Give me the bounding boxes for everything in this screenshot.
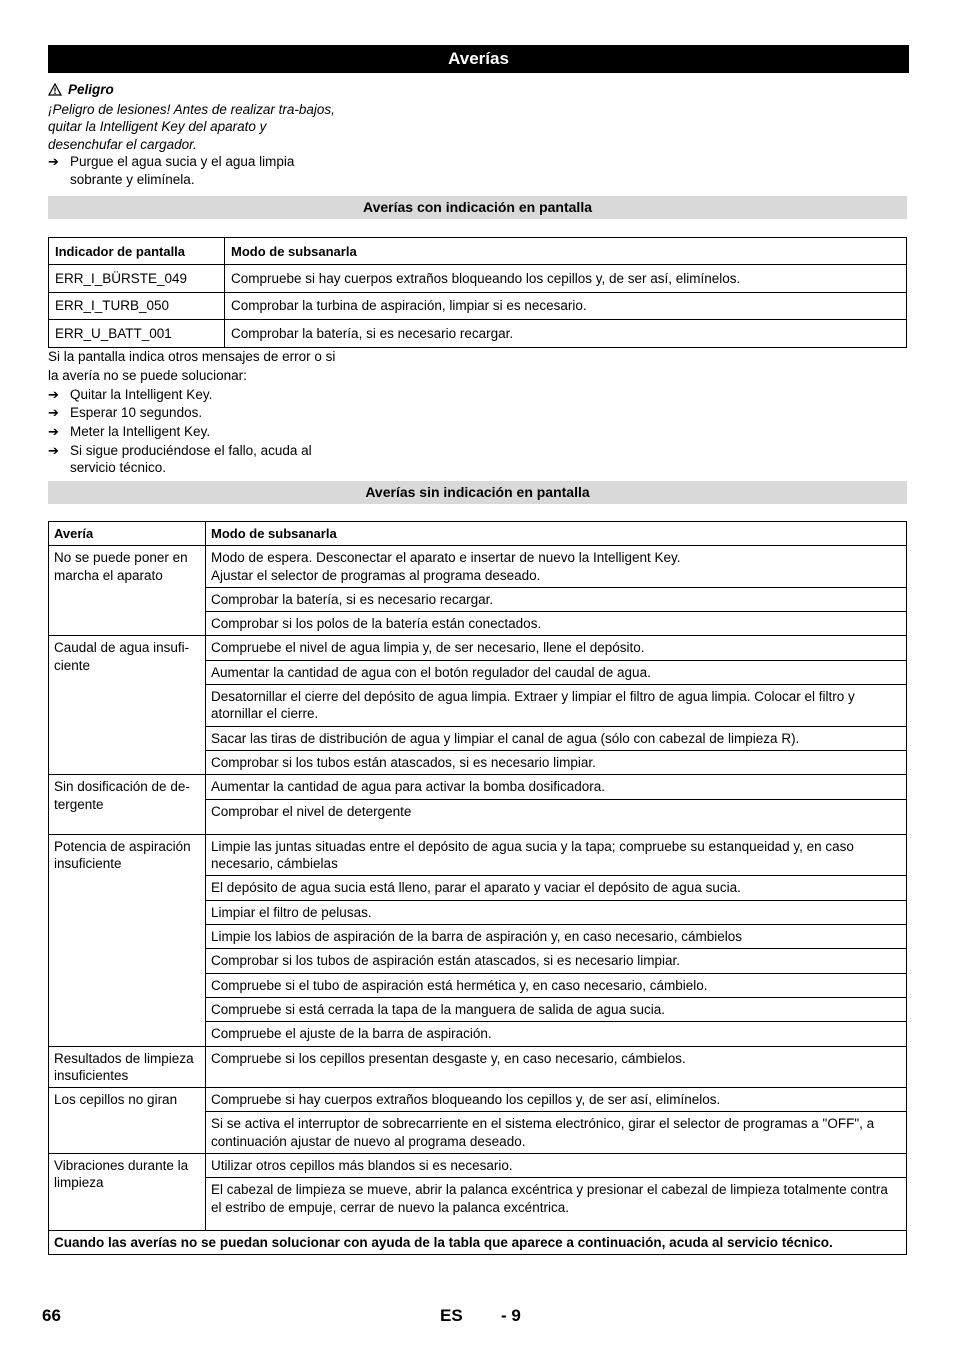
warning-heading [48,81,338,99]
remedy-cell: Compruebe si los cepillos presentan desgaste y, en caso necesario, cámbielos. [206,1046,907,1088]
table-row [49,1088,907,1112]
step-text: Meter la Intelligent Key. [70,424,211,440]
arrow-icon: ➔ [48,386,59,402]
table-row [49,834,907,876]
section-page: - 9 [501,1306,521,1325]
error-code: ERR_U_BATT_001 [49,320,225,347]
list-item [48,442,338,477]
list-item [48,423,338,442]
warning-triangle-icon [48,83,62,96]
arrow-icon: ➔ [48,442,59,458]
table-row [49,320,907,347]
column-header: Avería [49,522,206,546]
fault-cell: Vibraciones durante la limpieza [49,1154,206,1231]
remedy-cell: Modo de espera. Desconectar el aparato e insertar de nuevo la Intelligent Key. Ajustar el selector de programas al programa deseado. [206,546,907,588]
remedy-cell: Desatornillar el cierre del depósito de agua limpia. Extraer y limpiar el filtro de agua limpia. Colocar el filtro y atornillar el cierre. [206,685,907,727]
notes-intro: Si la pantalla indica otros mensajes de error o si la avería no se puede solucionar: [48,349,336,383]
remedy-cell: Comprobar el nivel de detergente [206,799,907,834]
table-row [49,292,907,319]
warning-step [48,153,338,188]
final-note: Cuando las averías no se puedan solucionar con ayuda de la tabla que aparece a continuación, acuda al servicio técnico. [49,1230,907,1254]
language-code: ES [440,1306,463,1325]
table-header-row [49,522,907,546]
column-header: Modo de subsanarla [206,522,907,546]
list-item [48,404,338,423]
arrow-icon: ➔ [48,424,59,440]
remedy-cell: Comprobar si los polos de la batería están conectados. [206,612,907,636]
table-row [49,546,907,588]
table-row [49,1046,907,1088]
remedy-cell: Compruebe el ajuste de la barra de aspiración. [206,1022,907,1046]
remedy-cell: Limpie las juntas situadas entre el depósito de agua sucia y la tapa; compruebe su estanqueidad y, en caso necesario, cámbielas [206,834,907,876]
remedy-cell: Comprobar la batería, si es necesario recargar. [206,587,907,611]
remedy-cell: Sacar las tiras de distribución de agua y limpiar el canal de agua (sólo con cabezal de limpieza R). [206,726,907,750]
fault-cell: Los cepillos no giran [49,1088,206,1154]
remedy-cell: Compruebe si hay cuerpos extraños bloqueando los cepillos y, de ser así, elimínelos. [206,1088,907,1112]
fault-cell: Caudal de agua insufi-ciente [49,636,206,775]
remedy-cell: Compruebe el nivel de agua limpia y, de ser necesario, llene el depósito. [206,636,907,660]
remedy-cell: Aumentar la cantidad de agua para activar la bomba dosificadora. [206,775,907,799]
remedy-cell: El cabezal de limpieza se mueve, abrir la palanca excéntrica y presionar el cabezal de limpieza totalmente contra el estribo de empuje, cerrar de nuevo la palanca excéntrica. [206,1178,907,1231]
error-code: ERR_I_BÜRSTE_049 [49,265,225,292]
table-row [49,636,907,660]
remedy-cell: Compruebe si está cerrada la tapa de la manguera de salida de agua sucia. [206,997,907,1021]
error-code: ERR_I_TURB_050 [49,292,225,319]
faults-table [48,521,907,1255]
fault-cell: Potencia de aspiración insuficiente [49,834,206,1046]
section-title-without-display: Averías sin indicación en pantalla [48,481,907,504]
step-text: Si sigue produciéndose el fallo, acuda al servicio técnico. [70,442,312,476]
warning-text: ¡Peligro de lesiones! Antes de realizar tra-bajos, quitar la Intelligent Key del aparato y desenchufar el cargador. [48,101,335,152]
remedy-cell: Comprobar si los tubos están atascados, si es necesario limpiar. [206,750,907,774]
error-notes [48,348,338,477]
remedy-cell: Aumentar la cantidad de agua con el botón regulador del caudal de agua. [206,660,907,684]
fault-cell: Sin dosificación de de-tergente [49,775,206,835]
section-title-with-display: Averías con indicación en pantalla [48,196,907,219]
display-errors-table [48,237,907,348]
fault-cell: No se puede poner en marcha el aparato [49,546,206,636]
arrow-icon: ➔ [48,154,59,169]
remedy-cell: Compruebe si el tubo de aspiración está hermética y, en caso necesario, cámbielo. [206,973,907,997]
remedy-cell: Limpiar el filtro de pelusas. [206,900,907,924]
table-row [49,1154,907,1178]
remedy: Comprobar la batería, si es necesario recargar. [225,320,907,347]
remedy-cell: Comprobar si los tubos de aspiración están atascados, si es necesario limpiar. [206,949,907,973]
remedy-cell: Utilizar otros cepillos más blandos si es necesario. [206,1154,907,1178]
fault-cell: Resultados de limpieza insuficientes [49,1046,206,1088]
page-number: 66 [42,1306,61,1325]
warning-heading-text: Peligro [68,82,114,97]
table-row [49,775,907,799]
warning-step-text: Purgue el agua sucia y el agua limpia sobrante y elimínela. [70,154,295,187]
arrow-icon: ➔ [48,405,59,421]
step-text: Esperar 10 segundos. [70,405,203,421]
table-row [49,265,907,292]
step-text: Quitar la Intelligent Key. [70,386,213,402]
remedy: Compruebe si hay cuerpos extraños bloqueando los cepillos y, de ser así, elimínelos. [225,265,907,292]
table-row [49,1230,907,1254]
remedy-cell: El depósito de agua sucia está lleno, parar el aparato y vaciar el depósito de agua sucia. [206,876,907,900]
table-header-row [49,238,907,265]
list-item [48,386,338,405]
remedy-cell: Limpie los labios de aspiración de la barra de aspiración y, en caso necesario, cámbielos [206,925,907,949]
column-header: Indicador de pantalla [49,238,225,265]
warning-block [48,80,338,188]
column-header: Modo de subsanarla [225,238,907,265]
page-title: Averías [48,45,909,73]
remedy-cell: Si se activa el interruptor de sobrecarriente en el sistema electrónico, girar el selector de programas a "OFF", a continuación ajustar de nuevo al programa deseado. [206,1112,907,1154]
remedy: Comprobar la turbina de aspiración, limpiar si es necesario. [225,292,907,319]
